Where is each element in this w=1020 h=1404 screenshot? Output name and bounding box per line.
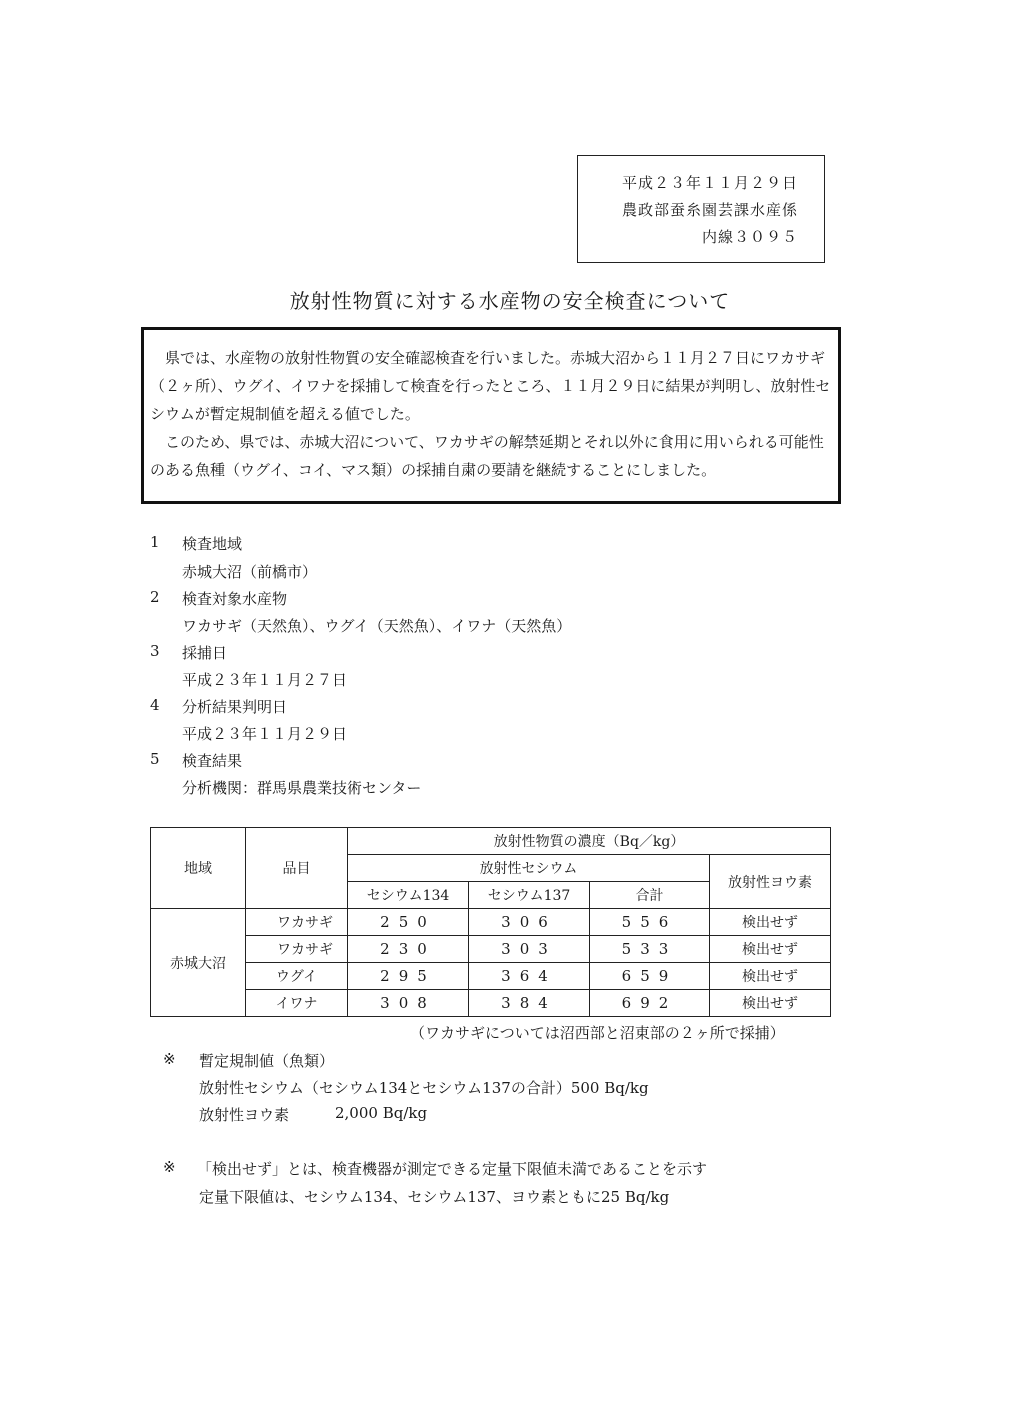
item-cell: ワカサギ xyxy=(246,909,348,936)
section-2-body: ワカサギ（天然魚）、ウグイ（天然魚）、イワナ（天然魚） xyxy=(182,617,572,635)
item-cell: ワカサギ xyxy=(246,936,348,963)
section-4-heading: 分析結果判明日 xyxy=(182,698,288,716)
cs137-cell: 306 xyxy=(469,909,590,936)
cs137-cell: 303 xyxy=(469,936,590,963)
summary-paragraph-1: 県では、水産物の放射性物質の安全確認検査を行いました。赤城大沼から１１月２７日にワカサギ（２ヶ所）、ウグイ、イワナを採捕して検査を行ったところ、１１月２９日に結果が判明し、放射性セシウムが暫定規制値を超える値でした。 xyxy=(150,349,831,423)
cs134-cell: 250 xyxy=(348,909,469,936)
limit-iodine-value: 2,000 Bq/kg xyxy=(335,1104,428,1122)
header-department: 農政部蚕糸園芸課水産係 xyxy=(621,201,798,219)
section-3-body: 平成２３年１１月２７日 xyxy=(182,671,348,689)
cs137-cell: 364 xyxy=(469,963,590,990)
table-row xyxy=(151,909,831,936)
header-item: 品目 xyxy=(246,828,348,909)
total-cell: 556 xyxy=(590,909,710,936)
limit-cesium: 放射性セシウム（セシウム134とセシウム137の合計）500 Bq/kg xyxy=(199,1079,649,1097)
nd-limit: 定量下限値は、セシウム134、セシウム137、ヨウ素ともに25 Bq/kg xyxy=(199,1188,670,1206)
cs134-cell: 295 xyxy=(348,963,469,990)
section-1-heading: 検査地域 xyxy=(182,535,243,553)
page-title: 放射性物質に対する水産物の安全検査について xyxy=(289,289,731,313)
results-table xyxy=(150,827,831,1017)
total-cell: 533 xyxy=(590,936,710,963)
table-row xyxy=(151,990,831,1017)
note-mark-1: ※ xyxy=(163,1050,176,1068)
cs134-cell: 230 xyxy=(348,936,469,963)
item-cell: イワナ xyxy=(246,990,348,1017)
nd-definition: 「検出せず」とは、検査機器が測定できる定量下限値未満であることを示す xyxy=(197,1160,708,1178)
section-4-body: 平成２３年１１月２９日 xyxy=(182,725,348,743)
header-total: 合計 xyxy=(590,882,710,909)
section-3-heading: 採捕日 xyxy=(182,644,228,662)
table-row xyxy=(151,936,831,963)
iodine-cell: 検出せず xyxy=(710,963,831,990)
section-5-heading: 検査結果 xyxy=(182,752,243,770)
header-cs134: セシウム134 xyxy=(348,882,469,909)
total-cell: 659 xyxy=(590,963,710,990)
header-concentration: 放射性物質の濃度（Bq／kg） xyxy=(348,828,831,855)
summary-box xyxy=(141,327,841,504)
header-cs137: セシウム137 xyxy=(469,882,590,909)
header-extension: 内線３０９５ xyxy=(701,228,798,246)
header-date: 平成２３年１１月２９日 xyxy=(621,174,798,192)
region-cell: 赤城大沼 xyxy=(151,909,246,1017)
total-cell: 692 xyxy=(590,990,710,1017)
section-5-body: 分析機関：群馬県農業技術センター xyxy=(182,779,422,797)
limit-iodine-label: 放射性ヨウ素 xyxy=(199,1106,290,1124)
table-row xyxy=(151,963,831,990)
header-cesium: 放射性セシウム xyxy=(348,855,710,882)
header-iodine: 放射性ヨウ素 xyxy=(710,855,831,909)
section-4-number: 4 xyxy=(150,696,160,714)
note-mark-2: ※ xyxy=(163,1158,176,1176)
iodine-cell: 検出せず xyxy=(710,936,831,963)
summary-paragraph-2: このため、県では、赤城大沼について、ワカサギの解禁延期とそれ以外に食用に用いられる可能性のある魚種（ウグイ、コイ、マス類）の採捕自粛の要請を継続することにしました。 xyxy=(150,433,824,479)
item-cell: ウグイ xyxy=(246,963,348,990)
section-2-heading: 検査対象水産物 xyxy=(182,590,288,608)
cs137-cell: 384 xyxy=(469,990,590,1017)
section-2-number: 2 xyxy=(150,588,160,606)
section-3-number: 3 xyxy=(150,642,160,660)
table-footnote: （ワカサギについては沼西部と沼東部の２ヶ所で採捕） xyxy=(410,1024,785,1042)
header-box xyxy=(577,155,825,263)
iodine-cell: 検出せず xyxy=(710,990,831,1017)
header-region: 地域 xyxy=(151,828,246,909)
section-1-number: 1 xyxy=(150,533,160,551)
iodine-cell: 検出せず xyxy=(710,909,831,936)
cs134-cell: 308 xyxy=(348,990,469,1017)
limit-heading: 暫定規制値（魚類） xyxy=(199,1052,335,1070)
section-1-body: 赤城大沼（前橋市） xyxy=(182,563,318,581)
section-5-number: 5 xyxy=(150,750,160,768)
